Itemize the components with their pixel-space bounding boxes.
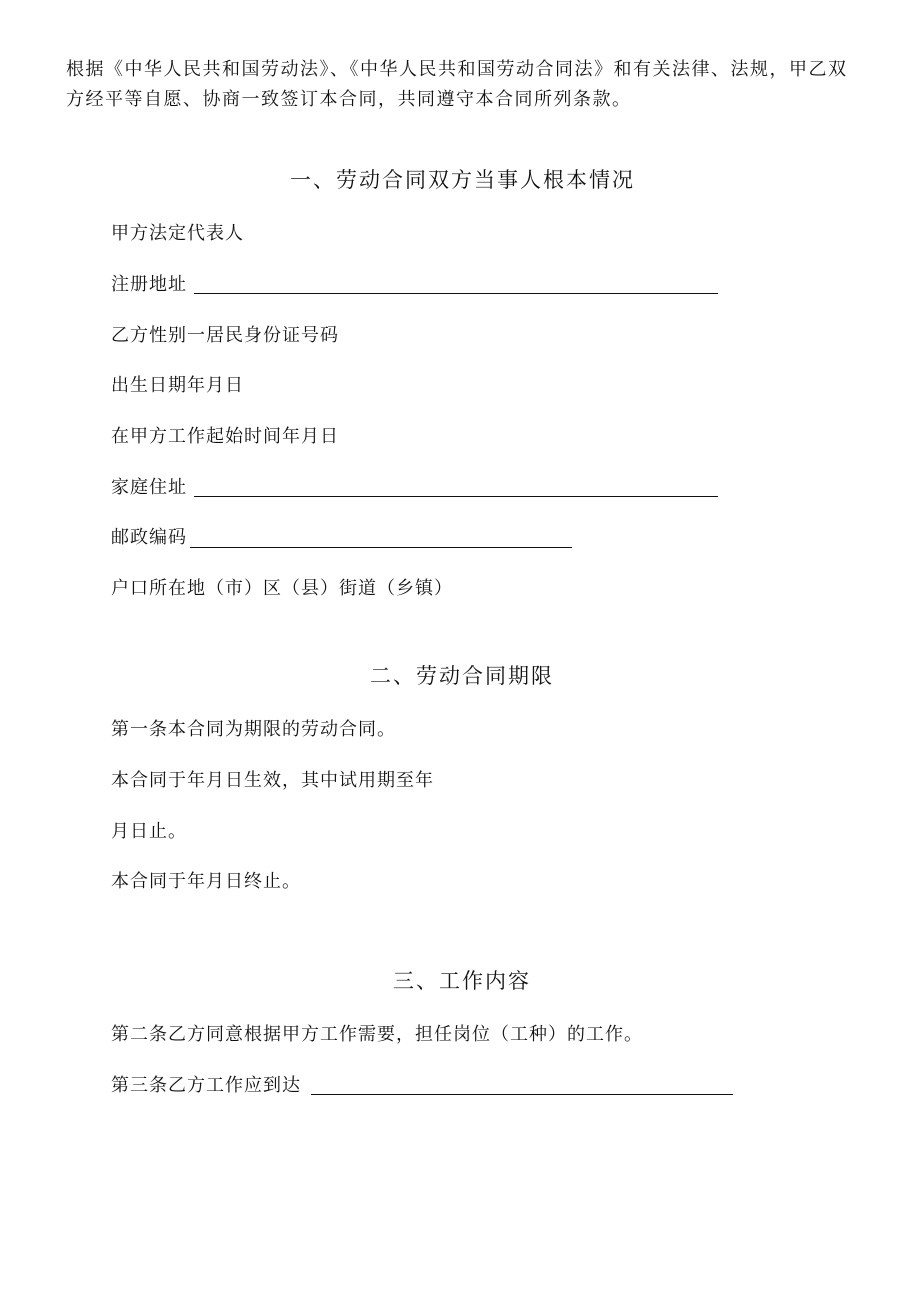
household-registration-label: 户口所在地（市）区（县）街道（乡镇） bbox=[111, 578, 453, 599]
clause-3-text: 第三条乙方工作应到达 bbox=[111, 1075, 301, 1096]
clause-2-text: 第二条乙方同意根据甲方工作需要，担任岗位（工种）的工作。 bbox=[111, 1024, 643, 1045]
birth-date-label: 出生日期年月日 bbox=[111, 375, 244, 396]
start-date-label: 在甲方工作起始时间年月日 bbox=[111, 426, 339, 447]
clause-1-text: 第一条本合同为期限的劳动合同。 bbox=[111, 719, 396, 740]
preamble-paragraph: 根据《中华人民共和国劳动法》、《中华人民共和国劳动合同法》和有关法律、法规，甲乙双方经平等自愿、协商一致签订本合同，共同遵守本合同所列条款。 bbox=[66, 59, 848, 110]
section2-heading: 二、劳动合同期限 bbox=[370, 664, 554, 688]
probation-end-text: 月日止。 bbox=[111, 821, 187, 842]
party-b-info-label: 乙方性别一居民身份证号码 bbox=[111, 325, 339, 346]
postal-code-label: 邮政编码 bbox=[111, 527, 187, 548]
postal-code-blank bbox=[190, 547, 572, 548]
registered-address-blank bbox=[194, 293, 718, 294]
section1-heading: 一、劳动合同双方当事人根本情况 bbox=[290, 168, 635, 192]
clause-3-blank bbox=[311, 1094, 733, 1095]
home-address-label: 家庭住址 bbox=[111, 477, 187, 498]
effective-date-text: 本合同于年月日生效，其中试用期至年 bbox=[111, 770, 434, 791]
home-address-blank bbox=[194, 496, 718, 497]
registered-address-label: 注册地址 bbox=[111, 274, 187, 295]
legal-rep-label: 甲方法定代表人 bbox=[111, 223, 244, 244]
section3-heading: 三、工作内容 bbox=[393, 969, 531, 993]
termination-date-text: 本合同于年月日终止。 bbox=[111, 871, 301, 892]
